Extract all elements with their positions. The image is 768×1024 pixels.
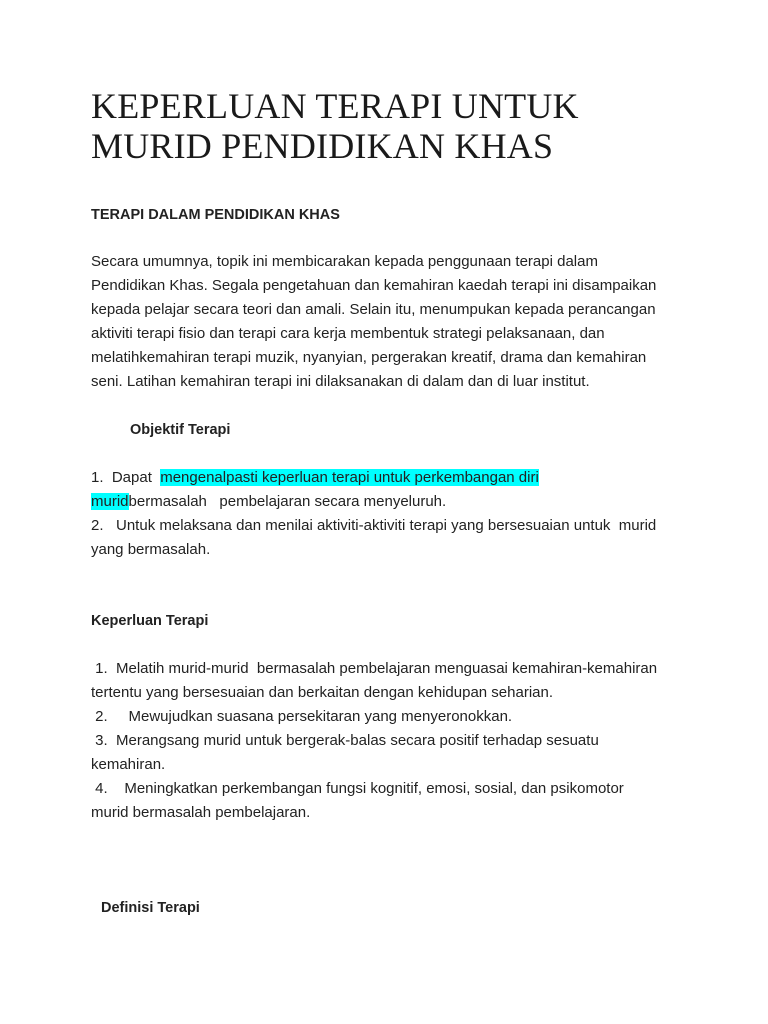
keperluan-line: tertentu yang bersesuaian dan berkaitan dengan kehidupan seharian. — [91, 684, 554, 701]
section-heading-keperluan-terapi: Keperluan Terapi — [91, 613, 209, 629]
section-heading-terapi-dalam-pendidikan-khas: TERAPI DALAM PENDIDIKAN KHAS — [91, 207, 340, 223]
objektif-item-1-line-1 — [91, 466, 691, 490]
keperluan-line: 1. Melatih murid-murid bermasalah pembelajaran menguasai kemahiran-kemahiran — [91, 660, 658, 677]
highlighted-text: murid — [91, 493, 129, 510]
intro-line: aktiviti terapi fisio dan terapi cara kerja membentuk strategi pelaksanaan, dan — [91, 325, 605, 342]
intro-paragraph — [91, 250, 691, 394]
keperluan-line: 2. Mewujudkan suasana persekitaran yang menyeronokkan. — [91, 708, 513, 725]
document-title — [91, 86, 691, 166]
intro-line: kepada pelajar secara teori dan amali. Selain itu, menumpukan kepada perancangan — [91, 301, 656, 318]
keperluan-line: 4. Meningkatkan perkembangan fungsi kognitif, emosi, sosial, dan psikomotor — [91, 780, 624, 797]
section-heading-definisi-terapi: Definisi Terapi — [101, 900, 200, 916]
intro-line: seni. Latihan kemahiran terapi ini dilaksanakan di dalam dan di luar institut. — [91, 373, 590, 390]
objektif-item-1-prefix: 1. Dapat — [91, 469, 161, 486]
keperluan-list — [91, 657, 691, 825]
highlighted-text: mengenalpasti keperluan terapi untuk perkembangan diri — [160, 469, 539, 486]
objektif-item-2-line-2: yang bermasalah. — [91, 541, 211, 558]
section-heading-objektif-terapi: Objektif Terapi — [130, 422, 231, 438]
intro-line: Pendidikan Khas. Segala pengetahuan dan kemahiran kaedah terapi ini disampaikan — [91, 277, 657, 294]
objektif-item-2-line-1: 2. Untuk melaksana dan menilai aktiviti-aktiviti terapi yang bersesuaian untuk murid — [91, 517, 657, 534]
objektif-list — [91, 466, 691, 562]
title-line-2: MURID PENDIDIKAN KHAS — [91, 126, 554, 166]
keperluan-line: murid bermasalah pembelajaran. — [91, 804, 311, 821]
objektif-item-1-rest: bermasalah pembelajaran secara menyeluruh. — [128, 493, 447, 510]
intro-line: melatihkemahiran terapi muzik, nyanyian, pergerakan kreatif, drama dan kemahiran — [91, 349, 647, 366]
title-line-1: KEPERLUAN TERAPI UNTUK — [91, 86, 579, 126]
keperluan-line: 3. Merangsang murid untuk bergerak-balas secara positif terhadap sesuatu — [91, 732, 599, 749]
objektif-item-1-line-2 — [91, 490, 691, 514]
intro-line: Secara umumnya, topik ini membicarakan kepada penggunaan terapi dalam — [91, 253, 598, 270]
keperluan-line: kemahiran. — [91, 756, 166, 773]
